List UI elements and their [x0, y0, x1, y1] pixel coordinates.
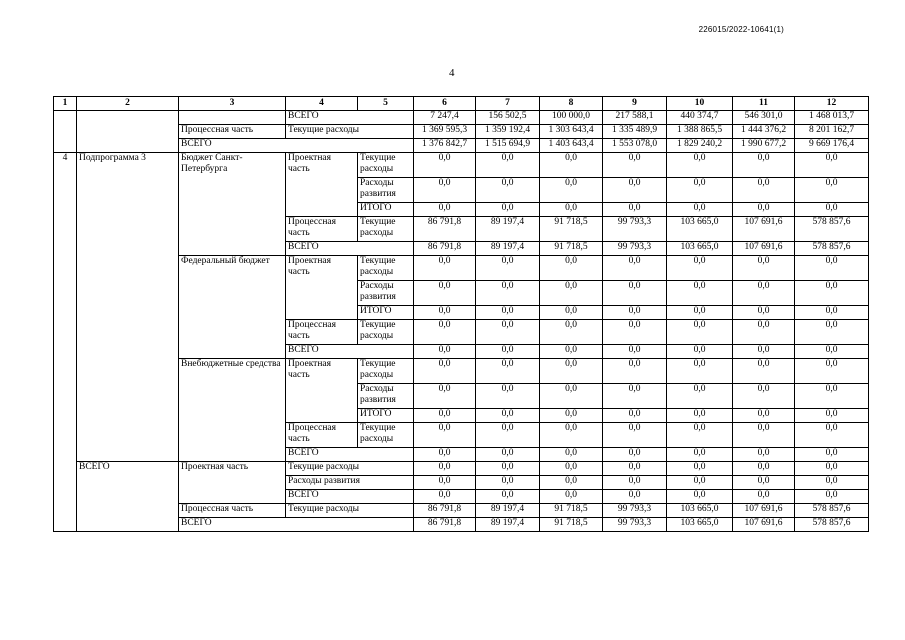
- value-cell: 86 791,8: [414, 504, 476, 518]
- value-cell: 0,0: [733, 345, 795, 359]
- value-cell: 0,0: [603, 384, 667, 409]
- value-cell: 578 857,6: [795, 217, 869, 242]
- funding-source: Бюджет Санкт-Петербурга: [179, 153, 286, 256]
- value-cell: 0,0: [540, 178, 603, 203]
- expense-label: Расходы развития: [358, 178, 414, 203]
- value-cell: 0,0: [414, 320, 476, 345]
- row-label: ВСЕГО: [286, 242, 414, 256]
- funding-source: Внебюджетные средства: [179, 359, 286, 462]
- value-cell: 91 718,5: [540, 504, 603, 518]
- value-cell: 578 857,6: [795, 518, 869, 532]
- value-cell: 0,0: [476, 281, 540, 306]
- empty-cell: [54, 111, 77, 153]
- value-cell: 0,0: [667, 462, 733, 476]
- value-cell: 0,0: [476, 448, 540, 462]
- value-cell: 0,0: [414, 153, 476, 178]
- value-cell: 107 691,6: [733, 504, 795, 518]
- value-cell: 0,0: [414, 256, 476, 281]
- value-cell: 1 376 842,7: [414, 139, 476, 153]
- value-cell: 0,0: [667, 320, 733, 345]
- table-row: [54, 111, 869, 125]
- value-cell: 0,0: [414, 359, 476, 384]
- value-cell: 0,0: [795, 448, 869, 462]
- value-cell: 217 588,1: [603, 111, 667, 125]
- value-cell: 0,0: [795, 320, 869, 345]
- expense-label: Расходы развития: [358, 384, 414, 409]
- value-cell: 0,0: [476, 476, 540, 490]
- value-cell: 0,0: [476, 345, 540, 359]
- expense-label: Текущие расходы: [286, 504, 414, 518]
- value-cell: 0,0: [540, 462, 603, 476]
- value-cell: 0,0: [540, 476, 603, 490]
- value-cell: 0,0: [733, 490, 795, 504]
- value-cell: 0,0: [603, 490, 667, 504]
- value-cell: 99 793,3: [603, 518, 667, 532]
- value-cell: 0,0: [540, 281, 603, 306]
- value-cell: 0,0: [733, 409, 795, 423]
- value-cell: 8 201 162,7: [795, 125, 869, 139]
- value-cell: 578 857,6: [795, 504, 869, 518]
- table-row: [54, 462, 869, 476]
- part-label: Процессная часть: [286, 423, 358, 448]
- value-cell: 0,0: [733, 423, 795, 448]
- value-cell: 0,0: [414, 203, 476, 217]
- expense-label: Текущие расходы: [358, 423, 414, 448]
- column-header: 1: [54, 97, 77, 111]
- value-cell: 0,0: [476, 203, 540, 217]
- value-cell: 0,0: [795, 462, 869, 476]
- value-cell: 0,0: [540, 306, 603, 320]
- column-header: 8: [540, 97, 603, 111]
- budget-table: [53, 96, 869, 532]
- column-header: 11: [733, 97, 795, 111]
- value-cell: 0,0: [667, 448, 733, 462]
- value-cell: 99 793,3: [603, 504, 667, 518]
- table-row: [54, 97, 869, 111]
- value-cell: 91 718,5: [540, 518, 603, 532]
- row-label: Текущие расходы: [286, 125, 414, 139]
- value-cell: 1 403 643,4: [540, 139, 603, 153]
- row-label: ВСЕГО: [286, 345, 414, 359]
- value-cell: 0,0: [795, 384, 869, 409]
- value-cell: 0,0: [795, 476, 869, 490]
- value-cell: 0,0: [795, 409, 869, 423]
- value-cell: 0,0: [667, 153, 733, 178]
- row-label: Процессная часть: [179, 125, 286, 139]
- value-cell: 0,0: [540, 359, 603, 384]
- value-cell: 7 247,4: [414, 111, 476, 125]
- document-id: 226015/2022-10641(1): [698, 25, 784, 34]
- value-cell: 0,0: [733, 476, 795, 490]
- value-cell: 0,0: [795, 423, 869, 448]
- value-cell: 0,0: [733, 320, 795, 345]
- value-cell: 156 502,5: [476, 111, 540, 125]
- value-cell: 1 303 643,4: [540, 125, 603, 139]
- value-cell: 0,0: [733, 306, 795, 320]
- value-cell: 0,0: [733, 178, 795, 203]
- value-cell: 103 665,0: [667, 217, 733, 242]
- value-cell: 103 665,0: [667, 504, 733, 518]
- value-cell: 0,0: [667, 384, 733, 409]
- expense-label: ИТОГО: [358, 203, 414, 217]
- value-cell: 0,0: [603, 448, 667, 462]
- value-cell: 86 791,8: [414, 242, 476, 256]
- value-cell: 0,0: [476, 153, 540, 178]
- value-cell: 0,0: [667, 423, 733, 448]
- value-cell: 0,0: [476, 490, 540, 504]
- column-header: 6: [414, 97, 476, 111]
- value-cell: 0,0: [414, 178, 476, 203]
- value-cell: 0,0: [476, 320, 540, 345]
- column-header: 5: [358, 97, 414, 111]
- value-cell: 0,0: [667, 476, 733, 490]
- value-cell: 0,0: [476, 178, 540, 203]
- value-cell: 0,0: [540, 153, 603, 178]
- part-label: Проектная часть: [286, 153, 358, 217]
- value-cell: 0,0: [603, 203, 667, 217]
- value-cell: 1 515 694,9: [476, 139, 540, 153]
- table-row: [54, 153, 869, 178]
- expense-label: Расходы развития: [286, 476, 414, 490]
- value-cell: 0,0: [667, 306, 733, 320]
- value-cell: 0,0: [540, 256, 603, 281]
- value-cell: 0,0: [603, 153, 667, 178]
- value-cell: 0,0: [540, 448, 603, 462]
- value-cell: 0,0: [414, 345, 476, 359]
- expense-label: Расходы развития: [358, 281, 414, 306]
- value-cell: 0,0: [603, 359, 667, 384]
- column-header: 10: [667, 97, 733, 111]
- value-cell: 0,0: [540, 384, 603, 409]
- value-cell: 1 468 013,7: [795, 111, 869, 125]
- value-cell: 0,0: [603, 281, 667, 306]
- value-cell: 107 691,6: [733, 518, 795, 532]
- value-cell: 0,0: [414, 281, 476, 306]
- value-cell: 0,0: [733, 462, 795, 476]
- expense-label: Текущие расходы: [286, 462, 414, 476]
- expense-label: Текущие расходы: [358, 256, 414, 281]
- part-label: Проектная часть: [286, 359, 358, 423]
- expense-label: ИТОГО: [358, 409, 414, 423]
- value-cell: 89 197,4: [476, 242, 540, 256]
- value-cell: 99 793,3: [603, 217, 667, 242]
- value-cell: 0,0: [667, 178, 733, 203]
- value-cell: 0,0: [414, 490, 476, 504]
- value-cell: 86 791,8: [414, 518, 476, 532]
- value-cell: 89 197,4: [476, 518, 540, 532]
- value-cell: 1 369 595,3: [414, 125, 476, 139]
- column-header: 2: [77, 97, 179, 111]
- empty-cell: [179, 111, 286, 125]
- value-cell: 0,0: [667, 409, 733, 423]
- value-cell: 0,0: [603, 256, 667, 281]
- value-cell: 0,0: [795, 256, 869, 281]
- value-cell: 0,0: [733, 448, 795, 462]
- value-cell: 0,0: [603, 476, 667, 490]
- value-cell: 1 359 192,4: [476, 125, 540, 139]
- value-cell: 100 000,0: [540, 111, 603, 125]
- value-cell: 0,0: [476, 409, 540, 423]
- value-cell: 578 857,6: [795, 242, 869, 256]
- part-label: Проектная часть: [179, 462, 286, 504]
- value-cell: 0,0: [476, 462, 540, 476]
- value-cell: 0,0: [476, 384, 540, 409]
- value-cell: 0,0: [667, 281, 733, 306]
- value-cell: 0,0: [667, 256, 733, 281]
- expense-label: Текущие расходы: [358, 217, 414, 242]
- value-cell: 0,0: [795, 359, 869, 384]
- value-cell: 0,0: [667, 359, 733, 384]
- expense-label: Текущие расходы: [358, 153, 414, 178]
- value-cell: 0,0: [603, 409, 667, 423]
- value-cell: 0,0: [733, 359, 795, 384]
- part-label: Процессная часть: [179, 504, 286, 518]
- value-cell: 0,0: [603, 320, 667, 345]
- value-cell: 0,0: [603, 423, 667, 448]
- expense-label: Текущие расходы: [358, 320, 414, 345]
- part-label: Процессная часть: [286, 217, 358, 242]
- value-cell: 0,0: [795, 178, 869, 203]
- value-cell: 103 665,0: [667, 518, 733, 532]
- value-cell: 0,0: [540, 203, 603, 217]
- value-cell: 0,0: [414, 448, 476, 462]
- value-cell: 0,0: [414, 384, 476, 409]
- row-label: ВСЕГО: [179, 518, 414, 532]
- row-label: ВСЕГО: [179, 139, 414, 153]
- expense-label: ИТОГО: [358, 306, 414, 320]
- value-cell: 107 691,6: [733, 217, 795, 242]
- value-cell: 440 374,7: [667, 111, 733, 125]
- value-cell: 0,0: [733, 256, 795, 281]
- value-cell: 0,0: [540, 423, 603, 448]
- value-cell: 0,0: [795, 281, 869, 306]
- value-cell: 546 301,0: [733, 111, 795, 125]
- expense-label: ВСЕГО: [286, 490, 414, 504]
- value-cell: 0,0: [667, 490, 733, 504]
- expense-label: Текущие расходы: [358, 359, 414, 384]
- value-cell: 0,0: [795, 306, 869, 320]
- column-header: 12: [795, 97, 869, 111]
- value-cell: 0,0: [414, 462, 476, 476]
- column-header: 7: [476, 97, 540, 111]
- value-cell: 0,0: [795, 203, 869, 217]
- row-label: ВСЕГО: [286, 111, 414, 125]
- page-number: 4: [449, 67, 455, 79]
- value-cell: 0,0: [603, 462, 667, 476]
- value-cell: 1 444 376,2: [733, 125, 795, 139]
- value-cell: 9 669 176,4: [795, 139, 869, 153]
- value-cell: 0,0: [733, 281, 795, 306]
- value-cell: 86 791,8: [414, 217, 476, 242]
- value-cell: 1 553 078,0: [603, 139, 667, 153]
- value-cell: 0,0: [414, 476, 476, 490]
- column-header: 4: [286, 97, 358, 111]
- funding-source: Федеральный бюджет: [179, 256, 286, 359]
- row-number: 4: [54, 153, 77, 532]
- value-cell: 1 335 489,9: [603, 125, 667, 139]
- value-cell: 0,0: [540, 345, 603, 359]
- value-cell: 0,0: [476, 423, 540, 448]
- empty-cell: [77, 111, 179, 153]
- column-header: 9: [603, 97, 667, 111]
- value-cell: 1 990 677,2: [733, 139, 795, 153]
- value-cell: 0,0: [414, 423, 476, 448]
- part-label: Процессная часть: [286, 320, 358, 345]
- value-cell: 89 197,4: [476, 217, 540, 242]
- value-cell: 1 388 865,5: [667, 125, 733, 139]
- part-label: Проектная часть: [286, 256, 358, 320]
- value-cell: 99 793,3: [603, 242, 667, 256]
- value-cell: 89 197,4: [476, 504, 540, 518]
- value-cell: 0,0: [795, 153, 869, 178]
- value-cell: 0,0: [795, 345, 869, 359]
- subprogram-label: Подпрограмма 3: [77, 153, 179, 462]
- total-label: ВСЕГО: [77, 462, 179, 532]
- value-cell: 0,0: [603, 345, 667, 359]
- value-cell: 0,0: [667, 203, 733, 217]
- value-cell: 0,0: [795, 490, 869, 504]
- value-cell: 91 718,5: [540, 217, 603, 242]
- value-cell: 0,0: [540, 320, 603, 345]
- value-cell: 0,0: [603, 306, 667, 320]
- column-header: 3: [179, 97, 286, 111]
- row-label: ВСЕГО: [286, 448, 414, 462]
- value-cell: 107 691,6: [733, 242, 795, 256]
- value-cell: 0,0: [540, 490, 603, 504]
- value-cell: 0,0: [476, 306, 540, 320]
- value-cell: 103 665,0: [667, 242, 733, 256]
- value-cell: 0,0: [540, 409, 603, 423]
- value-cell: 0,0: [414, 306, 476, 320]
- value-cell: 91 718,5: [540, 242, 603, 256]
- value-cell: 0,0: [667, 345, 733, 359]
- value-cell: 0,0: [733, 384, 795, 409]
- value-cell: 0,0: [414, 409, 476, 423]
- value-cell: 0,0: [733, 153, 795, 178]
- value-cell: 0,0: [603, 178, 667, 203]
- value-cell: 0,0: [476, 256, 540, 281]
- value-cell: 0,0: [733, 203, 795, 217]
- value-cell: 0,0: [476, 359, 540, 384]
- value-cell: 1 829 240,2: [667, 139, 733, 153]
